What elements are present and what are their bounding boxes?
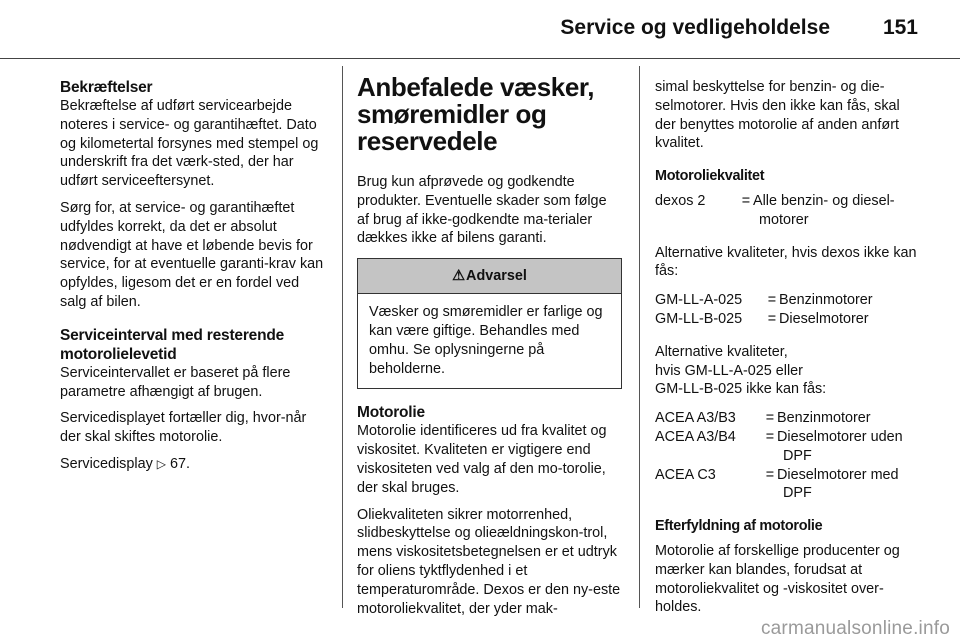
- spec-key: ACEA C3: [655, 466, 716, 483]
- warning-icon: ⚠: [452, 268, 466, 285]
- header-title: Service og vedligeholdelse: [560, 16, 830, 39]
- paragraph: [655, 343, 923, 399]
- page-reference-icon: ▷: [156, 456, 167, 471]
- page-number: 151: [882, 16, 918, 39]
- column-middle: [357, 72, 622, 626]
- spec-value: Dieselmotorer uden DPF: [777, 428, 903, 464]
- spec-value: Dieselmotorer: [779, 310, 869, 327]
- spec-key: GM-LL-B-025: [655, 310, 743, 327]
- spec-value: Dieselmotorer med DPF: [777, 466, 899, 502]
- column-right: [655, 78, 923, 625]
- spec-table: [655, 409, 923, 503]
- spec-value: Alle benzin- og diesel-motorer: [753, 192, 895, 228]
- warning-box: [357, 258, 622, 389]
- heading-oil-topup: Efterfyldning af motorolie: [655, 518, 823, 535]
- column-left: [60, 78, 328, 482]
- spec-eq: =: [767, 310, 777, 327]
- paragraph: Serviceintervallet er baseret på flere parametre afhængigt af brugen.: [60, 364, 291, 400]
- spec-key: ACEA A3/B4: [655, 428, 736, 445]
- watermark: carmanualsonline.info: [760, 618, 950, 639]
- warning-text: Væsker og smøremidler er farlige og kan være giftige. Behandles med omhu. Se oplysningerne på beholderne.: [369, 304, 603, 377]
- column-divider: [342, 66, 343, 608]
- heading-service-interval: Serviceinterval med resterende motorolielevetid: [60, 326, 285, 363]
- spec-eq: =: [741, 192, 751, 209]
- warning-header: [358, 259, 621, 294]
- reference-page: 67.: [170, 455, 191, 472]
- paragraph: Motorolie identificeres ud fra kvalitet og viskositet. Kvaliteten er vigtigere end viskositeten ved valg af den mo-torolie, der skal bruges.: [357, 423, 607, 496]
- warning-title: Advarsel: [466, 268, 527, 285]
- spec-table: [655, 291, 923, 329]
- paragraph: Bekræftelse af udført servicearbejde noteres i service- og garantihæftet. Dato og kilometertal forsynes med stempel og underskrift fra det værk-sted, der har udført serviceeftersynet.: [60, 98, 319, 190]
- paragraph: simal beskyttelse for benzin- og die-selmotorer. Hvis den ikke kan fås, skal der benyttes motorolie af anden anført kvalitet.: [655, 79, 900, 152]
- spec-key: dexos 2: [655, 192, 706, 209]
- reference-text: Servicedisplay: [60, 455, 153, 472]
- spec-eq: =: [765, 428, 775, 445]
- paragraph: Alternative kvaliteter, hvis dexos ikke kan fås:: [655, 244, 917, 280]
- spec-value: Benzinmotorer: [779, 292, 873, 309]
- paragraph-line: Alternative kvaliteter,: [655, 343, 788, 360]
- heading-confirmations: Bekræftelser: [60, 79, 153, 96]
- spec-key: GM-LL-A-025: [655, 292, 743, 309]
- paragraph: Servicedisplayet fortæller dig, hvor-når der skal skiftes motorolie.: [60, 410, 307, 446]
- spec-table: [655, 192, 923, 230]
- paragraph: Sørg for, at service- og garantihæftet udfyldes korrekt, da det er absolut nødvendigt at have et løbende bevis for service, for at eventuelle garanti-krav kan opfyldes, ligesom det er en fordel ved salg af bilen.: [60, 199, 324, 310]
- paragraph-line: GM-LL-B-025 ikke kan fås:: [655, 381, 827, 398]
- paragraph: Motorolie af forskellige producenter og mærker kan blandes, forudsat at motoroliekvalitet og -viskositet over-holdes.: [655, 542, 900, 616]
- spec-eq: =: [765, 466, 775, 483]
- paragraph: Brug kun afprøvede og godkendte produkter. Eventuelle skader som følge af brug af ikke-godkendte ma-terialer dækkes ikke af bilens garanti.: [357, 174, 607, 247]
- paragraph-line: hvis GM-LL-A-025 eller: [655, 362, 803, 379]
- spec-value: Benzinmotorer: [777, 410, 871, 427]
- heading-engine-oil: Motorolie: [357, 404, 425, 422]
- column-divider: [639, 66, 640, 608]
- section-title: Anbefalede væsker, smøremidler og reservedele: [357, 72, 595, 156]
- page-header: [0, 0, 960, 59]
- spec-eq: =: [765, 410, 775, 427]
- spec-key: ACEA A3/B3: [655, 410, 736, 427]
- spec-eq: =: [767, 292, 777, 309]
- heading-oil-quality: Motoroliekvalitet: [655, 168, 765, 185]
- cross-reference: [60, 455, 328, 474]
- paragraph: Oliekvaliteten sikrer motorrenhed, slidbeskyttelse og olieældningskon-trol, mens viskositetsbetegnelsen er et udtryk for oliens tyktflydenhed i et temperaturområde. Dexos er den ny-este motoroliekvalitet, der yder mak-: [357, 506, 621, 617]
